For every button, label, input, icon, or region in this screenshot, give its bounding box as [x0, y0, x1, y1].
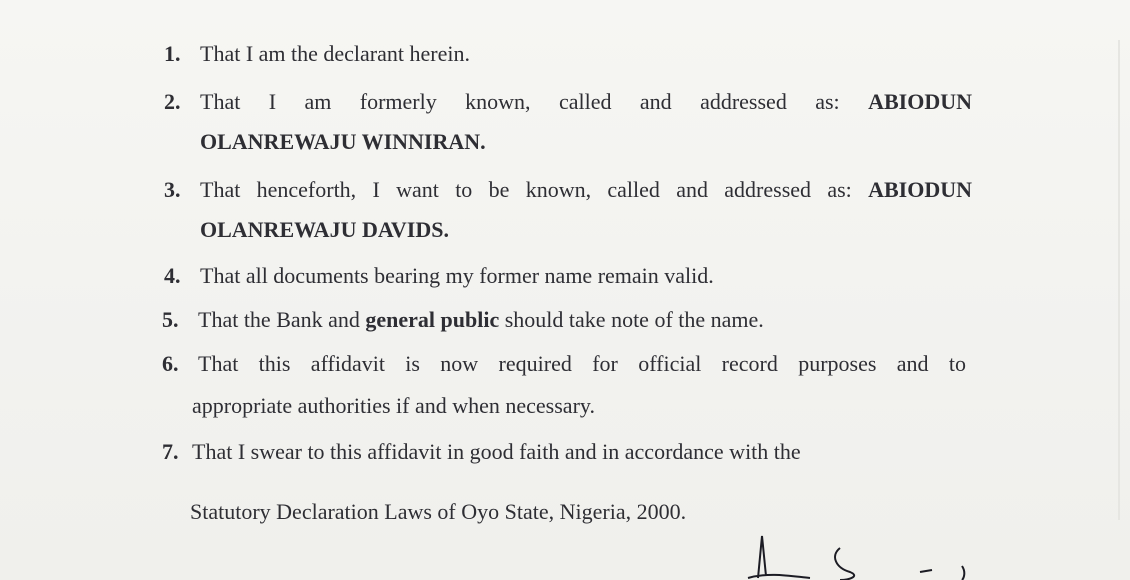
- clause-4: [164, 256, 974, 296]
- clause-text: That I am formerly known, called and addressed as:: [200, 89, 869, 114]
- bold-name: ABIODUN: [868, 177, 972, 202]
- bold-name: OLANREWAJU WINNIRAN.: [200, 129, 486, 154]
- clause-line: [198, 300, 764, 340]
- bold-name: OLANREWAJU DAVIDS.: [200, 217, 449, 242]
- clause-text: That the Bank and: [198, 307, 366, 332]
- clause-line: That this affidavit is now required for official record purposes and to: [198, 351, 966, 376]
- clause-text: That I swear to this affidavit in good faith and in accordance with the: [192, 439, 801, 464]
- clause-text: That all documents bearing my former name remain valid.: [200, 263, 714, 288]
- clause-number: 2.: [164, 89, 181, 114]
- clause-number: 6.: [162, 351, 179, 376]
- clause-number: 3.: [164, 177, 181, 202]
- clause-text: That I am the declarant herein.: [200, 41, 470, 66]
- clause-text: should take note of the name.: [499, 307, 764, 332]
- clause-6: [162, 344, 972, 424]
- clause-line: [200, 210, 449, 250]
- bold-phrase: general public: [365, 307, 500, 332]
- clause-5: [162, 300, 972, 340]
- signature-mark: [700, 528, 1000, 580]
- bold-name: ABIODUN: [868, 89, 972, 114]
- clause-text: That henceforth, I want to be known, called and addressed as:: [200, 177, 869, 202]
- clause-number: 5.: [162, 307, 179, 332]
- statutory-declaration-line: Statutory Declaration Laws of Oyo State, Nigeria, 2000.: [190, 499, 687, 524]
- clause-7: [162, 432, 972, 472]
- clause-number: 4.: [164, 263, 181, 288]
- clause-line: [200, 82, 972, 122]
- clause-2: [164, 82, 974, 162]
- clause-line: [200, 170, 972, 210]
- page-edge-shadow: [1118, 40, 1120, 520]
- clause-line: appropriate authorities if and when necessary.: [192, 393, 595, 418]
- clause-1: [164, 34, 974, 74]
- clause-line: [200, 122, 486, 162]
- clause-number: 1.: [164, 41, 181, 66]
- clause-3: [164, 170, 974, 250]
- clause-number: 7.: [162, 439, 179, 464]
